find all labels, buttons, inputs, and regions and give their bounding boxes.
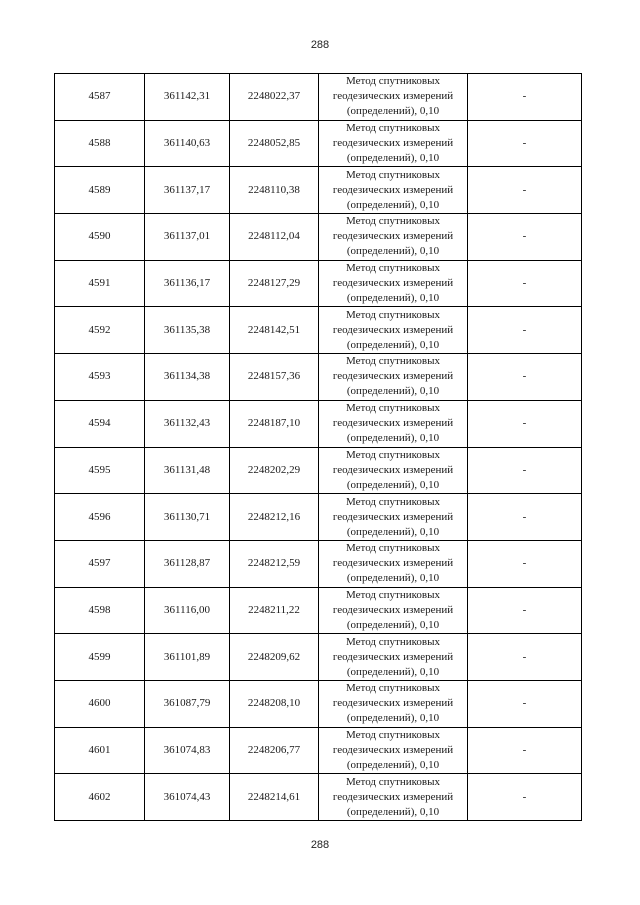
method-cell: [319, 727, 468, 774]
x-coordinate-cell: 361132,43: [145, 400, 230, 447]
dash-cell: -: [468, 307, 582, 354]
x-coordinate-cell: 361142,31: [145, 74, 230, 121]
x-coordinate-cell: 361137,01: [145, 214, 230, 261]
method-cell: [319, 494, 468, 541]
x-coordinate-cell: 361116,00: [145, 587, 230, 634]
table-row: [55, 74, 582, 121]
dash-cell: -: [468, 214, 582, 261]
method-text-line: геодезических измерений: [332, 790, 454, 803]
point-number-cell: 4591: [55, 260, 145, 307]
table-row: [55, 587, 582, 634]
coordinates-table-body: [55, 74, 582, 821]
method-text-line: геодезических измерений: [332, 603, 454, 616]
page-number-bottom: 288: [310, 839, 330, 851]
y-coordinate-cell: 2248187,10: [230, 400, 319, 447]
y-coordinate-cell: 2248212,16: [230, 494, 319, 541]
method-text-line: Метод спутниковых: [346, 542, 440, 555]
method-text-line: (определений), 0,10: [346, 712, 440, 725]
table-row: [55, 727, 582, 774]
table-row: [55, 400, 582, 447]
method-text-line: Метод спутниковых: [346, 215, 440, 228]
method-text-line: геодезических измерений: [332, 557, 454, 570]
dash-cell: -: [468, 260, 582, 307]
method-text-line: (определений), 0,10: [346, 198, 440, 211]
method-text-line: Метод спутниковых: [346, 635, 440, 648]
method-cell: [319, 307, 468, 354]
method-text-line: Метод спутниковых: [346, 168, 440, 181]
method-text-line: (определений), 0,10: [346, 478, 440, 491]
method-cell: [319, 634, 468, 681]
x-coordinate-cell: 361131,48: [145, 447, 230, 494]
y-coordinate-cell: 2248202,29: [230, 447, 319, 494]
dash-cell: -: [468, 447, 582, 494]
dash-cell: -: [468, 540, 582, 587]
method-text-line: (определений), 0,10: [346, 105, 440, 118]
y-coordinate-cell: 2248206,77: [230, 727, 319, 774]
method-text-line: геодезических измерений: [332, 743, 454, 756]
method-text-line: Метод спутниковых: [346, 588, 440, 601]
y-coordinate-cell: 2248157,36: [230, 354, 319, 401]
method-text-line: Метод спутниковых: [346, 402, 440, 415]
x-coordinate-cell: 361074,43: [145, 774, 230, 821]
method-cell: [319, 167, 468, 214]
point-number-cell: 4588: [55, 120, 145, 167]
point-number-cell: 4598: [55, 587, 145, 634]
method-cell: [319, 214, 468, 261]
point-number-cell: 4601: [55, 727, 145, 774]
method-text-line: Метод спутниковых: [346, 355, 440, 368]
x-coordinate-cell: 361074,83: [145, 727, 230, 774]
method-text-line: Метод спутниковых: [346, 775, 440, 788]
method-cell: [319, 260, 468, 307]
method-text-line: Метод спутниковых: [346, 495, 440, 508]
x-coordinate-cell: 361140,63: [145, 120, 230, 167]
table-row: [55, 214, 582, 261]
point-number-cell: 4602: [55, 774, 145, 821]
coordinates-table: [54, 73, 582, 821]
y-coordinate-cell: 2248112,04: [230, 214, 319, 261]
x-coordinate-cell: 361130,71: [145, 494, 230, 541]
x-coordinate-cell: 361134,38: [145, 354, 230, 401]
y-coordinate-cell: 2248052,85: [230, 120, 319, 167]
method-text-line: Метод спутниковых: [346, 682, 440, 695]
table-row: [55, 307, 582, 354]
dash-cell: -: [468, 587, 582, 634]
point-number-cell: 4600: [55, 680, 145, 727]
method-text-line: (определений), 0,10: [346, 432, 440, 445]
dash-cell: -: [468, 167, 582, 214]
method-text-line: (определений), 0,10: [346, 525, 440, 538]
table-row: [55, 540, 582, 587]
table-row: [55, 634, 582, 681]
y-coordinate-cell: 2248110,38: [230, 167, 319, 214]
method-text-line: геодезических измерений: [332, 230, 454, 243]
method-text-line: Метод спутниковых: [346, 308, 440, 321]
method-cell: [319, 447, 468, 494]
method-text-line: Метод спутниковых: [346, 448, 440, 461]
method-text-line: геодезических измерений: [332, 323, 454, 336]
method-text-line: (определений), 0,10: [346, 805, 440, 818]
method-text-line: геодезических измерений: [332, 370, 454, 383]
point-number-cell: 4599: [55, 634, 145, 681]
x-coordinate-cell: 361101,89: [145, 634, 230, 681]
table-row: [55, 774, 582, 821]
point-number-cell: 4593: [55, 354, 145, 401]
method-text-line: геодезических измерений: [332, 650, 454, 663]
method-text-line: геодезических измерений: [332, 463, 454, 476]
dash-cell: -: [468, 400, 582, 447]
point-number-cell: 4595: [55, 447, 145, 494]
method-text-line: геодезических измерений: [332, 417, 454, 430]
method-cell: [319, 680, 468, 727]
method-text-line: геодезических измерений: [332, 137, 454, 150]
x-coordinate-cell: 361135,38: [145, 307, 230, 354]
table-row: [55, 167, 582, 214]
method-text-line: геодезических измерений: [332, 183, 454, 196]
method-cell: [319, 120, 468, 167]
x-coordinate-cell: 361137,17: [145, 167, 230, 214]
y-coordinate-cell: 2248209,62: [230, 634, 319, 681]
y-coordinate-cell: 2248127,29: [230, 260, 319, 307]
method-text-line: геодезических измерений: [332, 277, 454, 290]
method-text-line: геодезических измерений: [332, 90, 454, 103]
y-coordinate-cell: 2248211,22: [230, 587, 319, 634]
table-row: [55, 120, 582, 167]
method-text-line: геодезических измерений: [332, 697, 454, 710]
y-coordinate-cell: 2248214,61: [230, 774, 319, 821]
dash-cell: -: [468, 634, 582, 681]
y-coordinate-cell: 2248208,10: [230, 680, 319, 727]
method-text-line: (определений), 0,10: [346, 618, 440, 631]
table-row: [55, 447, 582, 494]
y-coordinate-cell: 2248212,59: [230, 540, 319, 587]
point-number-cell: 4596: [55, 494, 145, 541]
dash-cell: -: [468, 354, 582, 401]
table-row: [55, 680, 582, 727]
table-row: [55, 494, 582, 541]
method-text-line: (определений), 0,10: [346, 572, 440, 585]
method-cell: [319, 774, 468, 821]
point-number-cell: 4590: [55, 214, 145, 261]
page-number-top: 288: [310, 39, 330, 51]
method-cell: [319, 540, 468, 587]
method-text-line: геодезических измерений: [332, 510, 454, 523]
method-text-line: (определений), 0,10: [346, 152, 440, 165]
method-cell: [319, 354, 468, 401]
method-text-line: Метод спутниковых: [346, 262, 440, 275]
point-number-cell: 4597: [55, 540, 145, 587]
dash-cell: -: [468, 74, 582, 121]
method-text-line: Метод спутниковых: [346, 75, 440, 88]
method-text-line: Метод спутниковых: [346, 122, 440, 135]
method-text-line: (определений), 0,10: [346, 338, 440, 351]
method-text-line: (определений), 0,10: [346, 292, 440, 305]
dash-cell: -: [468, 120, 582, 167]
point-number-cell: 4589: [55, 167, 145, 214]
dash-cell: -: [468, 774, 582, 821]
y-coordinate-cell: 2248142,51: [230, 307, 319, 354]
dash-cell: -: [468, 494, 582, 541]
table-row: [55, 354, 582, 401]
y-coordinate-cell: 2248022,37: [230, 74, 319, 121]
method-cell: [319, 74, 468, 121]
method-text-line: (определений), 0,10: [346, 385, 440, 398]
dash-cell: -: [468, 727, 582, 774]
table-row: [55, 260, 582, 307]
point-number-cell: 4587: [55, 74, 145, 121]
method-text-line: (определений), 0,10: [346, 665, 440, 678]
x-coordinate-cell: 361136,17: [145, 260, 230, 307]
x-coordinate-cell: 361128,87: [145, 540, 230, 587]
x-coordinate-cell: 361087,79: [145, 680, 230, 727]
method-cell: [319, 400, 468, 447]
dash-cell: -: [468, 680, 582, 727]
method-cell: [319, 587, 468, 634]
method-text-line: (определений), 0,10: [346, 245, 440, 258]
point-number-cell: 4594: [55, 400, 145, 447]
method-text-line: (определений), 0,10: [346, 758, 440, 771]
point-number-cell: 4592: [55, 307, 145, 354]
method-text-line: Метод спутниковых: [346, 728, 440, 741]
